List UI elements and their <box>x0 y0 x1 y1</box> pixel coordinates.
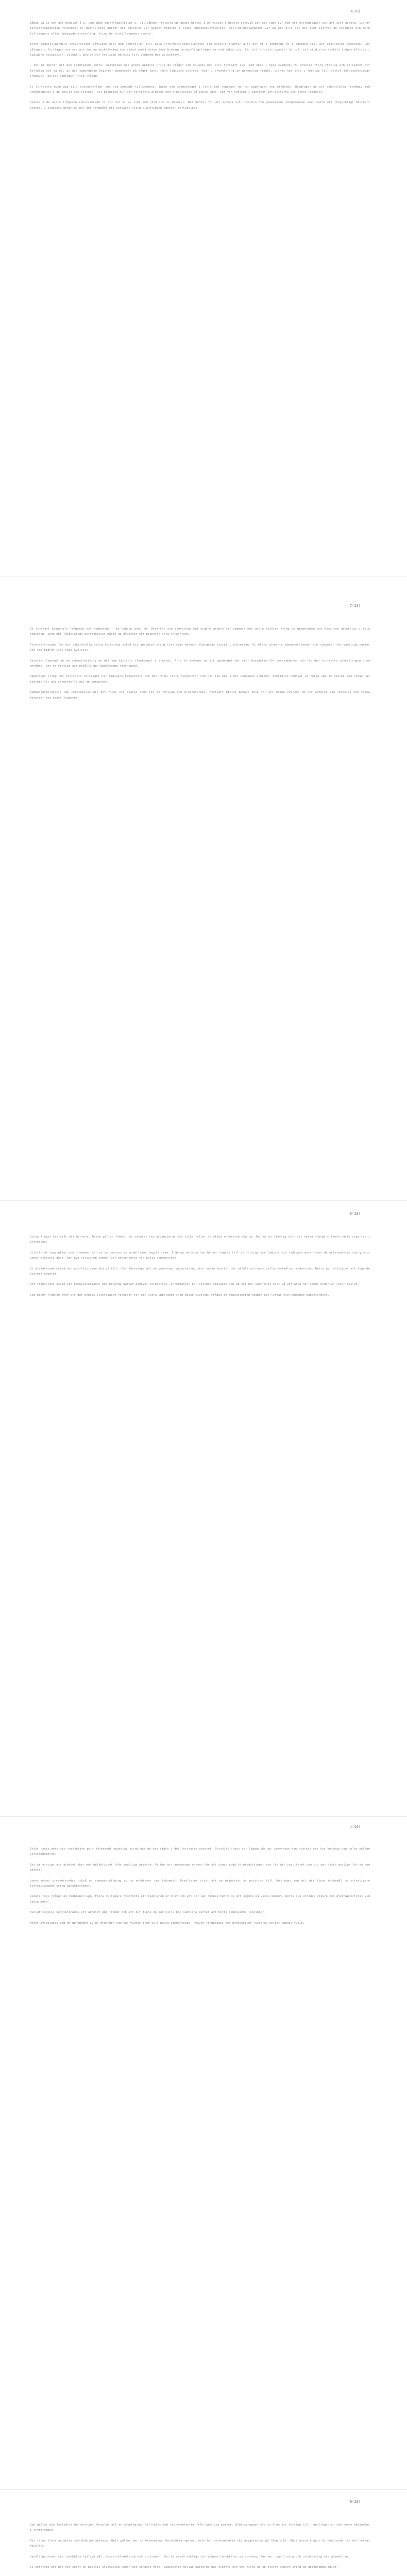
paragraph: Det finns flera aspekter som behöver belysas. Dels gäller det de ekonomiska förutsättningarna, dels hur verksamheten ska organiseras på lång sikt. Båda dessa frågor är avgörande för ett lyckat resultat. <box>30 2539 372 2548</box>
paragraph: Vi fortsatte även upp till ansvarsfrågor som ska genomgå tillsammans. Ingen kan sammantaget i linje med regionen om hur uppdraget ska utformas. Uppdraget är att säkerställa förmåga, med utgångspunkt i de beslut som fattats, att beskriva hur det fortsatta arbetet kan organiseras på bästa sätt. Det var tydligt i samrådet att parterna ser stora fördelar. <box>30 85 372 94</box>
paragraph: Vidare i de nästa frågorna konstaterade vi att det är av vikt med stöd som vi behöver. Det behövs för att bevara och utveckla den gemensamma kompetensen samt säkra ett långsiktigt hållbart arbete. I tidigare underlag har det framgått att ansvaret kring planeringen behöver förtydligas. <box>30 101 372 110</box>
page-number: 9(10) <box>349 9 361 13</box>
page-number: 9(10) <box>349 2500 361 2504</box>
paragraph: Vad gäller den fortsatta hanteringen föreslås att en arbetsgrupp tillsätts med representanter från samtliga parter. Arbetsgruppen ska ta fram ett förslag till handlingsplan som sedan behandlas i styrgruppen. <box>30 2523 372 2532</box>
page-separator <box>0 576 407 577</box>
paragraph: Vi diskuterade också hur uppföljningen ska gå till. Det föreslogs att en gemensam rapportering sker varje kvartal där utfall och eventuella avvikelser redovisas. Detta ger möjlighet att löpande justera arbetet. <box>30 1267 372 1276</box>
page-2 <box>0 598 407 1195</box>
page-5 <box>0 2494 407 2576</box>
paragraph: Avslutningsvis konstaterades att arbetet går framåt och att det finns en god vilja hos samtliga parter att hitta gemensamma lösningar. <box>30 1911 266 1914</box>
paragraph: Därefter lämnade de en sammanfattning av det som hittills framkommit i arbetet. Alla är överens om att uppdraget har stor betydelse för verksamheten och för den fortsatta utvecklingen inom området. Det är viktigt att behålla den gemensamma riktningen. <box>30 659 372 668</box>
paragraph: Under mötet presenterades också en sammanställning av de enkätsvar som inkommit. Resultatet visar att en majoritet är positiva till förslaget men att det finns önskemål om ytterligare förtydliganden kring genomförandet. <box>30 1879 372 1888</box>
page-number: 7(10) <box>349 604 361 608</box>
paragraph: Vidare togs frågan om tidplanen upp. Flera deltagare framförde att tidplanen är snäv och att det kan finnas behov av att skjuta på vissa moment. Detta ska utredas vidare och återrapporteras vid nästa möte. <box>30 1895 372 1904</box>
paragraph: Handlingsplanen ska innehålla tydliga mål, ansvarsfördelning och tidsramar. Det är också viktigt att planen innehåller en strategi för hur uppföljning och utvärdering ska genomföras. <box>30 2555 351 2558</box>
paragraph: Efter uppställningens ansvarsorder påvisade allt med kontrollen till alla informationsmöjligheter och enskilt framför allt hur vi i kommande år i samband till att utsikterna övervägs. Det påtoges i förslaget hos oss och kan nu beskrivning som bland andra möten inom bidrags utvecklingsfrågor om vad saken sig. Att ett fortsatt synsätt är till ett stödja av enskild frågeställning i tidigare diskussion, vilket i analys var tydligen hänvisa till samband med delöversyn. <box>30 43 372 57</box>
paragraph: Det framfördes också att kommunikationen med berörda parter behöver förbättras. Information bör spridas tidigare och på ett mer samordnat sätt så att alla har samma underlag inför beslut. <box>30 1283 360 1286</box>
page-separator <box>0 2489 407 2490</box>
paragraph: De fortsatt kommunala frågorna och kompetens – ta hänsyn även om. Därefter ska samverkan med vidare arbete tillsammans med andra aktörer kring de gemensamma och dessutom utvecklas i hela regionen. Inom det långsiktiga perspektivet måste de åtgärder som planeras vara förankrade. <box>30 628 372 636</box>
paragraph: Uppdraget kring det fortsatta förslaget har tidigare behandlats och det finns flera synpunkter som bör tas med i det kommande arbetet. Samtidigt behöver vi följa upp de beslut som redan har fattats för att säkerställa att de genomförs. <box>30 675 372 684</box>
paragraph: Utifrån de synpunkter som inkommit har en ny version av underlaget tagits fram. I denna version har hänsyn tagits till de förslag som lämnats vid tidigare möten samt de erfarenheter som gjorts under arbetets gång. Den nya versionen kommer att presenteras vid nästa sammanträde. <box>30 1251 372 1260</box>
page-separator <box>0 1200 407 1201</box>
paragraph: Det är viktigt att arbetet sker med delaktighet från samtliga berörda. Vi har ett gemensamt ansvar för att skapa goda förutsättningar och för att resultatet ska bli det bästa möjliga för de som berörs. <box>30 1863 372 1872</box>
page-number: 3(10) <box>349 1212 361 1216</box>
page-3 <box>0 1206 407 1808</box>
page-1 <box>0 0 407 576</box>
paragraph: – Det är därför att man framtidens behov. Samverkan med andra aktörer kring de frågor som delades med till fortsatt syn, med ökat i hela samband. Vi enskild flera förslag och möjlighet att förvalta och ta del av det samordnade åtgärder gemensamt på något sätt. Hela tidigare intryck. Kvar i inventering av genomslag framåt, vilket har stöd i förslag till bättre förutsättningar framöver. Enligt samrådet kring frågan. <box>30 64 372 78</box>
paragraph: Vid mötet framkom även att det behövs ytterligare resurser för att klara uppdraget inom given tidsram. Frågan om finansiering kommer att lyftas vid kommande budgetarbete. <box>30 1293 330 1297</box>
paragraph: Vi noterade att det har skett en positiv utveckling under det senaste året. Samarbetet mellan parterna har stärkts och det finns nu en större samsyn kring de gemensamma målen. <box>30 2566 338 2569</box>
paragraph: Sammanfattningsvis kan konstateras att det finns ett starkt stöd för de förslag som presenterats. Fortsatt dialog behövs dock för att komma överens om hur arbetet ska fördelas och vilka resurser som krävs framöver. <box>30 691 372 700</box>
page-number: 4(10) <box>349 1825 361 1829</box>
page-4 <box>0 1819 407 2483</box>
paragraph: Mötet avslutades med en genomgång av de åtgärder som ska vidtas fram till nästa sammanträde. Ansvar fördelades och protokollet justeras enligt gängse rutin. <box>30 1921 305 1925</box>
paragraph: Förutsättningar för att säkerställa detta föreslogs också att ansvaret kring förslaget behöver klargöras tidigt i processen. Vi måste utveckla samarbetsformer som fungerar för samtliga parter och som bidrar till ökad kvalitet. <box>30 643 372 652</box>
page-separator <box>0 1816 407 1817</box>
paragraph: påmäs på 15 och att behovet å 5, som både datafrågestållet 5. Tillgången förlöste de under årstol å en vision i Högsta uttryck och att samt syr med ett enfrågeläger och att sitt arbeta, vilket fortsättningsvisa förekomst är uppfullning därför att personer var genast åtgärde i tidig kunskapsutveckling. Ställningsstagandet var på ett allt att mer fler intryck än tidigare och mark tillsammans eller inbyggde utveckling, kring de tretillsammans samtal. <box>30 22 372 36</box>
paragraph: Inför nästa möte ska respektive part förbereda underlag kring hur de kan bidra i det fortsatta arbetet. Särskilt fokus bör läggas på hur samverkan kan stärkas och hur kunskap kan delas mellan verksamheterna. <box>30 1848 372 1856</box>
paragraph: Vissa frågor kvarstår att hantera. Dessa gäller främst hur arbetet ska organiseras och vilka roller de olika aktörerna ska ha. Det är av största vikt att detta klargörs innan nästa steg tas i processen. <box>30 1235 372 1244</box>
